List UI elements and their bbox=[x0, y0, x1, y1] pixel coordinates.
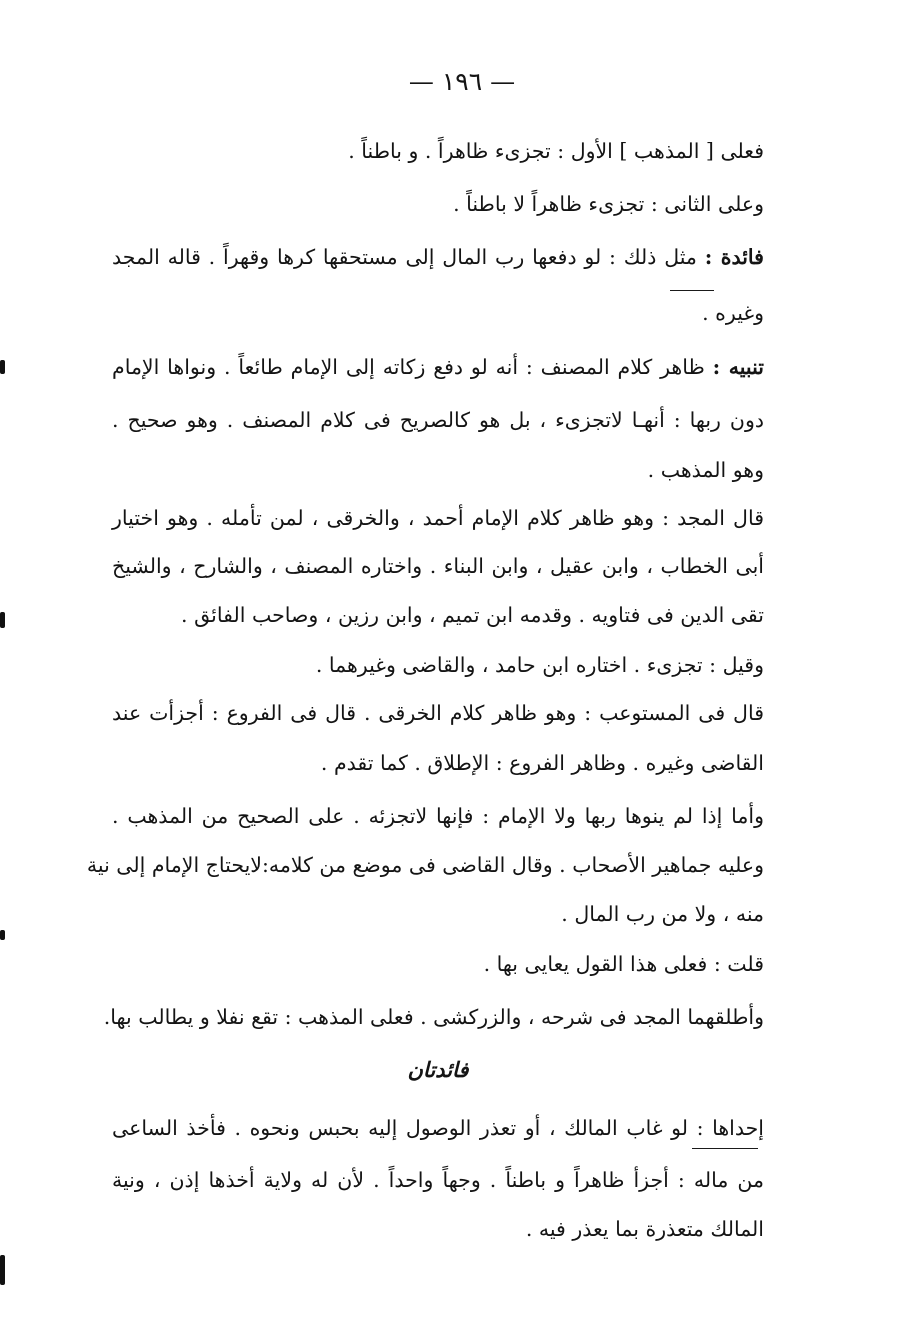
text-line: قال المجد : وهو ظاهر كلام الإمام أحمد ، والخرقى ، لمن تأمله . وهو اختيار bbox=[112, 506, 764, 530]
text-line: وغيره . bbox=[702, 301, 764, 325]
note-lead: فائدة : bbox=[704, 245, 764, 269]
text-line: المالك متعذرة بما يعذر فيه . bbox=[525, 1217, 764, 1241]
text-line: أبى الخطاب ، وابن عقيل ، وابن البناء . واختاره المصنف ، والشارح ، والشيخ bbox=[112, 554, 764, 578]
text-line: القاضى وغيره . وظاهر الفروع : الإطلاق . كما تقدم . bbox=[320, 751, 764, 775]
text-line: تقى الدين فى فتاويه . وقدمه ابن تميم ، وابن رزين ، وصاحب الفائق . bbox=[181, 603, 764, 627]
section-heading: فائدتان bbox=[407, 1057, 469, 1082]
text-line: وقيل : تجزىء . اختاره ابن حامد ، والقاضى وغيرهما . bbox=[315, 653, 764, 677]
text-line: دون ربها : أنهـا لاتجزىء ، بل هو كالصريح فى كلام المصنف . وهو صحيح . bbox=[112, 408, 764, 432]
text-line: تنبيه : ظاهر كلام المصنف : أنه لو دفع زكاته إلى الإمام طائعاً . ونواها الإمام bbox=[112, 355, 764, 379]
text-line: وعلى الثانى : تجزىء ظاهراً لا باطناً . bbox=[453, 192, 764, 216]
text-line: من ماله : أجزأ ظاهراً و باطناً . وجهاً واحداً . لأن له ولاية أخذها إذن ، ونية bbox=[112, 1168, 764, 1192]
text-line: قال فى المستوعب : وهو ظاهر كلام الخرقى . قال فى الفروع : أجزأت عند bbox=[112, 701, 764, 725]
text-line: فائدة : مثل ذلك : لو دفعها رب المال إلى مستحقها كرها وقهراً . قاله المجد bbox=[112, 245, 764, 269]
text-line: إحداها : لو غاب المالك ، أو تعذر الوصول إليه بحبس ونحوه . فأخذ الساعى bbox=[112, 1116, 764, 1140]
underline-rule bbox=[670, 290, 714, 291]
scan-margin-mark bbox=[0, 612, 5, 628]
scan-margin-mark bbox=[0, 1255, 5, 1285]
text-line: وأما إذا لم ينوها ربها ولا الإمام : فإنها لاتجزئه . على الصحيح من المذهب . bbox=[112, 804, 764, 828]
text-line: وعليه جماهير الأصحاب . وقال القاضى فى موضع من كلامه:لايحتاج الإمام إلى نية bbox=[86, 853, 764, 877]
text-line: وأطلقهما المجد فى شرحه ، والزركشى . فعلى المذهب : تقع نفلا و يطالب بها. bbox=[103, 1005, 764, 1029]
text-line: منه ، ولا من رب المال . bbox=[561, 902, 764, 926]
page-number: — ١٩٦ — bbox=[408, 67, 516, 96]
text-line: قلت : فعلى هذا القول يعايى بها . bbox=[483, 952, 764, 976]
text-line: فعلى [ المذهب ] الأول : تجزىء ظاهراً . و باطناً . bbox=[348, 139, 764, 163]
overline-rule bbox=[692, 1148, 758, 1149]
text-line: وهو المذهب . bbox=[647, 458, 764, 482]
scan-margin-mark bbox=[0, 930, 5, 940]
scan-margin-mark bbox=[0, 360, 5, 374]
note-lead: تنبيه : bbox=[712, 355, 764, 379]
